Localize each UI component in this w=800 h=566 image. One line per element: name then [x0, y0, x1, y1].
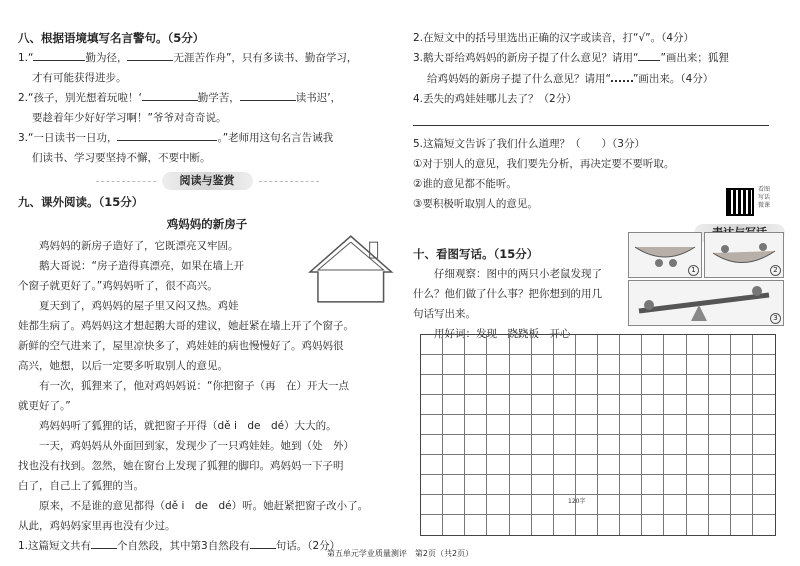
grid-cell[interactable]	[443, 455, 465, 475]
answer-blank[interactable]	[33, 48, 85, 61]
grid-cell[interactable]	[709, 335, 731, 355]
grid-cell[interactable]	[620, 495, 642, 515]
grid-cell[interactable]	[487, 375, 509, 395]
grid-cell[interactable]	[421, 475, 443, 495]
grid-cell[interactable]	[709, 495, 731, 515]
story-title: 鸡妈妈的新房子	[166, 217, 248, 231]
grid-cell[interactable]	[664, 415, 686, 435]
option-1: ①对于别人的意见，我们要先分析，再决定要不要听取。	[413, 158, 675, 170]
grid-cell[interactable]	[664, 395, 686, 415]
grid-cell[interactable]	[487, 435, 509, 455]
grid-cell[interactable]	[598, 335, 620, 355]
grid-cell[interactable]	[709, 475, 731, 495]
grid-cell[interactable]	[510, 415, 532, 435]
answer-blank[interactable]	[240, 88, 296, 101]
grid-cell[interactable]	[664, 495, 686, 515]
story-para: 从此，鸡妈妈家里再也没有少过。	[18, 520, 176, 532]
story-top	[18, 236, 396, 316]
s9-q3-cont: 给鸡妈妈的新房子提了什么意见？请用“ ”画出来。（4分）	[413, 68, 785, 89]
grid-cell[interactable]	[576, 435, 598, 455]
grid-cell[interactable]	[731, 495, 753, 515]
story-para: 夏天到了，鸡妈妈的屋子里又闷又热。鸡娃	[39, 300, 239, 312]
grid-cell[interactable]	[664, 475, 686, 495]
picture-panel-1	[628, 232, 702, 278]
s8-q3-cont: 们读书、学习要坚持不懈，不要中断。	[32, 152, 211, 164]
grid-cell[interactable]	[687, 355, 709, 375]
grid-cell[interactable]	[421, 495, 443, 515]
grid-cell[interactable]	[510, 475, 532, 495]
grid-cell[interactable]	[532, 335, 554, 355]
grid-cell[interactable]	[664, 355, 686, 375]
seesaw-drawing	[629, 281, 783, 325]
grid-cell[interactable]	[731, 395, 753, 415]
grid-cell[interactable]	[465, 355, 487, 375]
grid-cell[interactable]	[598, 395, 620, 415]
grid-cell[interactable]	[487, 415, 509, 435]
grid-cell[interactable]	[443, 475, 465, 495]
grid-cell[interactable]	[753, 415, 775, 435]
grid-cell[interactable]	[465, 475, 487, 495]
grid-cell[interactable]	[687, 455, 709, 475]
story-para: 个窗子就更好了。”鸡妈妈听了，很不高兴。	[18, 280, 218, 292]
story-para: 高兴，她想，以后一定要多听取别人的意见。	[18, 360, 228, 372]
grid-cell[interactable]	[731, 435, 753, 455]
grid-cell[interactable]	[421, 455, 443, 475]
grid-cell[interactable]	[554, 435, 576, 455]
grid-cell[interactable]	[753, 355, 775, 375]
picture-panel-2	[704, 232, 784, 278]
grid-cell[interactable]	[576, 515, 598, 535]
grid-cell[interactable]	[465, 455, 487, 475]
grid-cell[interactable]	[731, 355, 753, 375]
grid-cell[interactable]	[443, 415, 465, 435]
prompt-line: 句话写出来。	[413, 308, 476, 320]
grid-cell[interactable]	[487, 335, 509, 355]
grid-cell[interactable]	[532, 495, 554, 515]
grid-cell[interactable]	[421, 375, 443, 395]
grid-cell[interactable]	[709, 515, 731, 535]
grid-cell[interactable]	[421, 335, 443, 355]
s9-q3: 3.鹅大哥给鸡妈妈的新房子提了什么意见？请用“ ”画出来；狐狸	[413, 48, 785, 68]
panel-number-2: 2	[770, 265, 781, 276]
grid-cell[interactable]	[510, 495, 532, 515]
story-para: 一天，鸡妈妈从外面回到家，发现少了一只鸡娃娃。她到（处 外）	[39, 440, 354, 452]
grid-cell[interactable]	[687, 435, 709, 455]
panel-number-3: 3	[770, 313, 781, 324]
s9-q5: 5.这篇短文告诉了我们什么道理？（ ）（3分）	[413, 138, 645, 150]
grid-cell[interactable]	[532, 455, 554, 475]
grid-cell[interactable]	[554, 355, 576, 375]
grid-cell[interactable]	[554, 395, 576, 415]
story-para: 鹅大哥说：“房子造得真漂亮，如果在墙上开	[39, 260, 244, 272]
grid-cell[interactable]	[443, 395, 465, 415]
grid-cell[interactable]	[532, 375, 554, 395]
grid-cell[interactable]	[687, 475, 709, 495]
grid-cell[interactable]	[620, 335, 642, 355]
grid-cell[interactable]	[443, 335, 465, 355]
grid-cell[interactable]	[532, 435, 554, 455]
grid-cell[interactable]	[554, 375, 576, 395]
grid-cell[interactable]	[687, 495, 709, 515]
option-3: ③要积极听取别人的意见。	[413, 198, 538, 210]
grid-cell[interactable]	[731, 415, 753, 435]
s8-q3: 3.“一日读书一日功， 。”老师用这句名言告诫我	[18, 128, 396, 148]
grid-cell[interactable]	[510, 375, 532, 395]
grid-cell[interactable]	[709, 415, 731, 435]
grid-cell[interactable]	[576, 375, 598, 395]
grid-cell[interactable]	[687, 515, 709, 535]
grid-cell[interactable]	[443, 495, 465, 515]
char-count-marker: 120字	[568, 498, 586, 505]
grid-cell[interactable]	[510, 515, 532, 535]
grid-cell[interactable]	[753, 435, 775, 455]
banner-dash	[259, 181, 319, 182]
grid-cell[interactable]	[642, 515, 664, 535]
grid-cell[interactable]	[510, 355, 532, 375]
grid-cell[interactable]	[465, 515, 487, 535]
answer-line[interactable]	[413, 113, 769, 126]
grid-cell[interactable]	[642, 435, 664, 455]
grid-cell[interactable]	[620, 395, 642, 415]
story-top-text	[18, 236, 302, 316]
grid-cell[interactable]	[598, 435, 620, 455]
section-10-heading: 十、看图写话。（15分）	[413, 247, 539, 261]
grid-cell[interactable]	[620, 415, 642, 435]
grid-cell[interactable]	[465, 335, 487, 355]
qr-label: 看图写话微课	[758, 186, 771, 209]
grid-cell[interactable]	[598, 455, 620, 475]
grid-cell[interactable]	[598, 375, 620, 395]
grid-cell[interactable]	[532, 415, 554, 435]
grid-cell[interactable]	[598, 415, 620, 435]
grid-cell[interactable]	[465, 395, 487, 415]
grid-cell[interactable]	[709, 395, 731, 415]
story-para: 鸡妈妈听了狐狸的话，就把窗子开得（dě i de dé）大大的。	[39, 420, 337, 432]
grid-cell[interactable]	[753, 495, 775, 515]
grid-cell[interactable]	[642, 355, 664, 375]
grid-cell[interactable]	[753, 395, 775, 415]
grid-cell[interactable]	[664, 515, 686, 535]
grid-cell[interactable]	[731, 335, 753, 355]
underline-sample	[638, 48, 660, 61]
wavy-underline-sample	[611, 68, 633, 82]
grid-cell[interactable]	[576, 335, 598, 355]
banner-label: 阅读与鉴赏	[162, 172, 253, 190]
story-para: 有一次，狐狸来了，他对鸡妈妈说：“你把窗子（再 在）开大一点	[39, 380, 349, 392]
grid-cell[interactable]	[421, 415, 443, 435]
grid-cell[interactable]	[576, 395, 598, 415]
grid-cell[interactable]	[753, 455, 775, 475]
grid-cell[interactable]	[731, 475, 753, 495]
grid-cell[interactable]	[753, 515, 775, 535]
grid-cell[interactable]	[487, 455, 509, 475]
story-para: 原来，不是谁的意见都得（dě i de dé）听。她赶紧把窗子改小了。	[39, 500, 369, 512]
banner-dash	[96, 181, 156, 182]
grid-cell[interactable]	[465, 415, 487, 435]
grid-cell[interactable]	[532, 395, 554, 415]
grid-cell[interactable]	[465, 495, 487, 515]
grid-cell[interactable]	[687, 335, 709, 355]
story-para: 鸡妈妈的新房子造好了，它既漂亮又牢固。	[39, 240, 239, 252]
grid-cell[interactable]	[465, 375, 487, 395]
grid-cell[interactable]	[532, 355, 554, 375]
story-para: 就更好了。”	[18, 400, 71, 412]
grid-cell[interactable]	[753, 335, 775, 355]
grid-cell[interactable]	[642, 475, 664, 495]
grid-cell[interactable]	[620, 355, 642, 375]
story-para: 新鲜的空气进来了，屋里凉快多了，鸡娃娃的病也慢慢好了。鸡妈妈很	[18, 340, 344, 352]
qr-code-icon[interactable]	[726, 188, 754, 216]
grid-cell[interactable]	[709, 455, 731, 475]
grid-cell[interactable]	[576, 455, 598, 475]
grid-cell[interactable]	[510, 335, 532, 355]
grid-cell[interactable]	[642, 495, 664, 515]
grid-cells[interactable]	[420, 334, 776, 536]
grid-cell[interactable]	[554, 455, 576, 475]
grid-cell[interactable]	[642, 375, 664, 395]
grid-cell[interactable]	[421, 435, 443, 455]
grid-cell[interactable]	[554, 335, 576, 355]
option-2: ②谁的意见都不能听。	[413, 178, 517, 190]
grid-cell[interactable]	[731, 455, 753, 475]
picture-panel-3	[628, 280, 784, 326]
section-9-heading: 九、课外阅读。（15分）	[18, 195, 144, 209]
grid-cell[interactable]	[642, 335, 664, 355]
grid-cell[interactable]	[687, 395, 709, 415]
grid-cell[interactable]	[753, 375, 775, 395]
story-para: 娃都生病了。鸡妈妈这才想起鹅大哥的建议，她赶紧在墙上开了个窗子。	[18, 320, 354, 332]
panel-number-1: 1	[688, 265, 699, 276]
grid-cell[interactable]	[532, 475, 554, 495]
grid-cell[interactable]	[620, 455, 642, 475]
grid-cell[interactable]	[598, 515, 620, 535]
grid-cell[interactable]	[443, 355, 465, 375]
grid-cell[interactable]	[487, 395, 509, 415]
grid-cell[interactable]	[576, 355, 598, 375]
grid-cell[interactable]	[443, 375, 465, 395]
grid-cell[interactable]	[620, 475, 642, 495]
s8-q1-cont: 才有可能获得进步。	[32, 72, 127, 84]
grid-cell[interactable]	[487, 515, 509, 535]
answer-blank[interactable]	[142, 88, 198, 101]
grid-cell[interactable]	[554, 515, 576, 535]
grid-cell[interactable]	[510, 395, 532, 415]
grid-cell[interactable]	[576, 475, 598, 495]
word-bank: 用好词：发现 跷跷板 开心	[434, 328, 571, 340]
story-para: 白了，自己上了狐狸的当。	[18, 480, 144, 492]
grid-cell[interactable]	[620, 375, 642, 395]
s9-q2: 2.在短文中的括号里选出正确的汉字或读音，打“√”。（4分）	[413, 32, 695, 44]
answer-blank[interactable]	[127, 48, 173, 61]
grid-cell[interactable]	[443, 515, 465, 535]
grid-cell[interactable]	[443, 435, 465, 455]
grid-cell[interactable]	[664, 335, 686, 355]
grid-cell[interactable]	[421, 395, 443, 415]
grid-cell[interactable]	[487, 475, 509, 495]
grid-cell[interactable]	[731, 375, 753, 395]
prompt-line: 什么？他们做了什么事？把你想到的用几	[413, 288, 602, 300]
grid-cell[interactable]	[576, 415, 598, 435]
section-8-heading: 八、根据语境填写名言警句。（5分）	[18, 31, 205, 45]
page-footer: 第五单元学业质量测评 第2页（共2页）	[326, 549, 474, 558]
grid-cell[interactable]	[620, 515, 642, 535]
grid-cell[interactable]	[664, 455, 686, 475]
grid-cell[interactable]	[421, 355, 443, 375]
house-illustration	[306, 232, 396, 304]
grid-cell[interactable]	[642, 455, 664, 475]
story-para: 找也没有找到。忽然，她在窗台上发现了狐狸的脚印。鸡妈妈一下子明	[18, 460, 344, 472]
grid-cell[interactable]	[598, 355, 620, 375]
grid-cell[interactable]	[487, 355, 509, 375]
picture-panels	[628, 232, 784, 324]
grid-cell[interactable]	[709, 375, 731, 395]
grid-cell[interactable]	[554, 415, 576, 435]
grid-cell[interactable]	[620, 435, 642, 455]
left-column	[18, 28, 396, 556]
grid-cell[interactable]	[642, 415, 664, 435]
grid-cell[interactable]	[664, 435, 686, 455]
s9-q4: 4.丢失的鸡娃娃哪儿去了？（2分）	[413, 93, 577, 105]
writing-grid[interactable]	[420, 334, 776, 536]
grid-cell[interactable]	[731, 515, 753, 535]
grid-cell[interactable]	[598, 475, 620, 495]
grid-cell[interactable]	[709, 435, 731, 455]
grid-cell[interactable]	[687, 415, 709, 435]
grid-cell[interactable]	[687, 375, 709, 395]
grid-cell[interactable]	[532, 515, 554, 535]
grid-cell[interactable]	[642, 395, 664, 415]
grid-cell[interactable]	[465, 435, 487, 455]
grid-cell[interactable]	[554, 475, 576, 495]
s9-q1: 1.这篇短文共有 个自然段，其中第3自然段有 句话。（2分）	[18, 536, 396, 556]
grid-cell[interactable]	[709, 355, 731, 375]
s8-q1: 1.“ 勤为径， 无涯苦作舟”，只有多读书、勤奋学习，	[18, 48, 396, 68]
grid-cell[interactable]	[510, 455, 532, 475]
prompt-line: 仔细观察：图中的两只小老鼠发现了	[434, 268, 602, 280]
grid-cell[interactable]	[598, 495, 620, 515]
grid-cell[interactable]	[510, 435, 532, 455]
grid-cell[interactable]	[664, 375, 686, 395]
grid-cell[interactable]	[421, 515, 443, 535]
grid-cell[interactable]	[753, 475, 775, 495]
grid-cell[interactable]	[487, 495, 509, 515]
s8-q2: 2.“孩子，别光想着玩啦！‘ 勤学苦， 读书迟’，	[18, 88, 396, 108]
section-banner-reading	[18, 172, 396, 190]
s8-q2-cont: 要趁着年少好好学习啊！”爷爷对奇奇说。	[32, 112, 227, 124]
answer-blank[interactable]	[117, 128, 217, 141]
